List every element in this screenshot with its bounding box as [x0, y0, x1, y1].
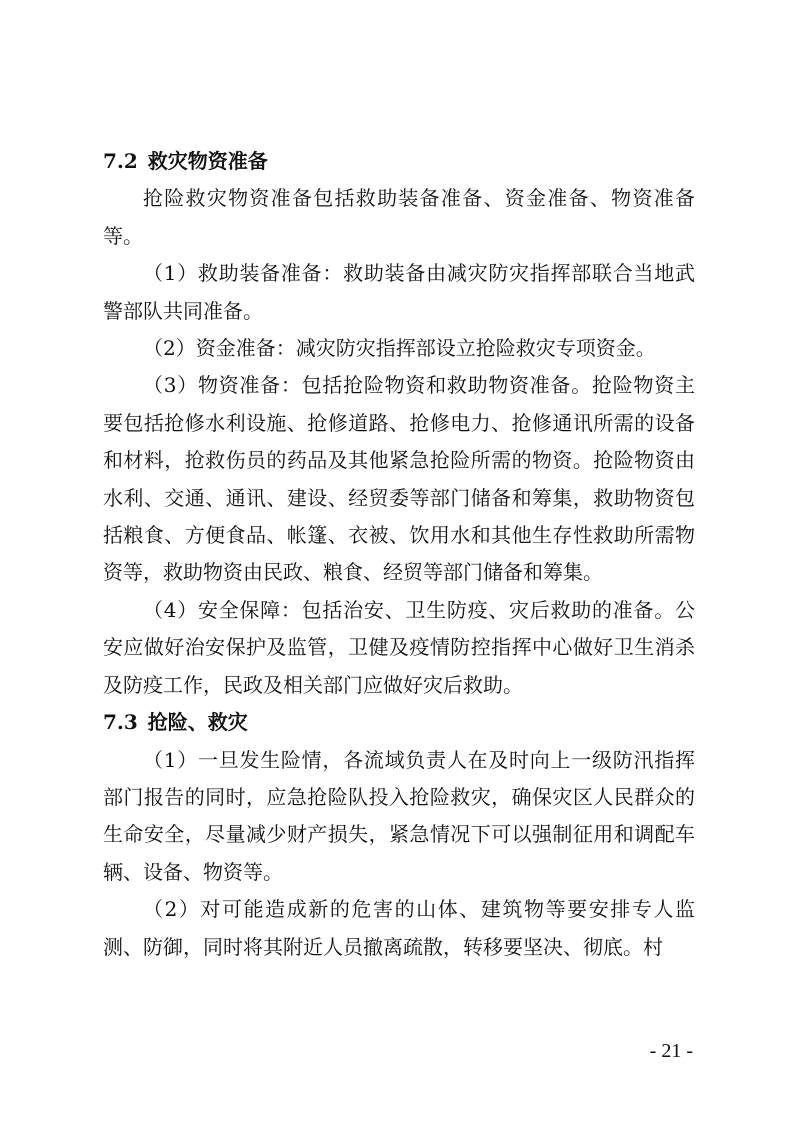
section-number: 7.3: [103, 710, 138, 735]
section-title: 抢险、救灾: [147, 710, 248, 735]
paragraph: （2）对可能造成新的危害的山体、建筑物等要安排专人监测、防御，同时将其附近人员撤离疏散，转移要坚决、彻底。村: [103, 897, 695, 959]
paragraph: （3）物资准备：包括抢险物资和救助物资准备。抢险物资主要包括抢修水利设施、抢修道路、抢修电力、抢修通讯所需的设备和材料，抢救伤员的药品及其他紧急抢险所需的物资。抢险物资由水利、交通、通讯、建设、经贸委等部门储备和筹集，救助物资包括粮食、方便食品、帐篷、衣被、饮用水和其他生存性救助所需物资等，救助物资由民政、粮食、经贸等部门储备和筹集。: [103, 373, 695, 585]
paragraph: （4）安全保障：包括治安、卫生防疫、灾后救助的准备。公安应做好治安保护及监管，卫健及疫情防控指挥中心做好卫生消杀及防疫工作，民政及相关部门应做好灾后救助。: [103, 597, 695, 697]
document-body: [103, 143, 695, 966]
paragraph: 抢险救灾物资准备包括救助装备准备、资金准备、物资准备等。: [103, 186, 695, 248]
section-number: 7.2: [103, 149, 138, 173]
paragraph: （2）资金准备：减灾防灾指挥部设立抢险救灾专项资金。: [143, 336, 656, 361]
section-heading-7-2: [103, 143, 695, 180]
section-heading-7-3: [103, 704, 695, 741]
section-title: 救灾物资准备: [147, 149, 268, 173]
paragraph: （1）一旦发生险情，各流域负责人在及时向上一级防汛指挥部门报告的同时，应急抢险队投入抢险救灾，确保灾区人民群众的生命安全，尽量减少财产损失，紧急情况下可以强制征用和调配车辆、设备、物资等。: [103, 747, 695, 884]
paragraph: （1）救助装备准备：救助装备由减灾防灾指挥部联合当地武警部队共同准备。: [103, 261, 695, 323]
page-number: - 21 -: [649, 1040, 693, 1062]
